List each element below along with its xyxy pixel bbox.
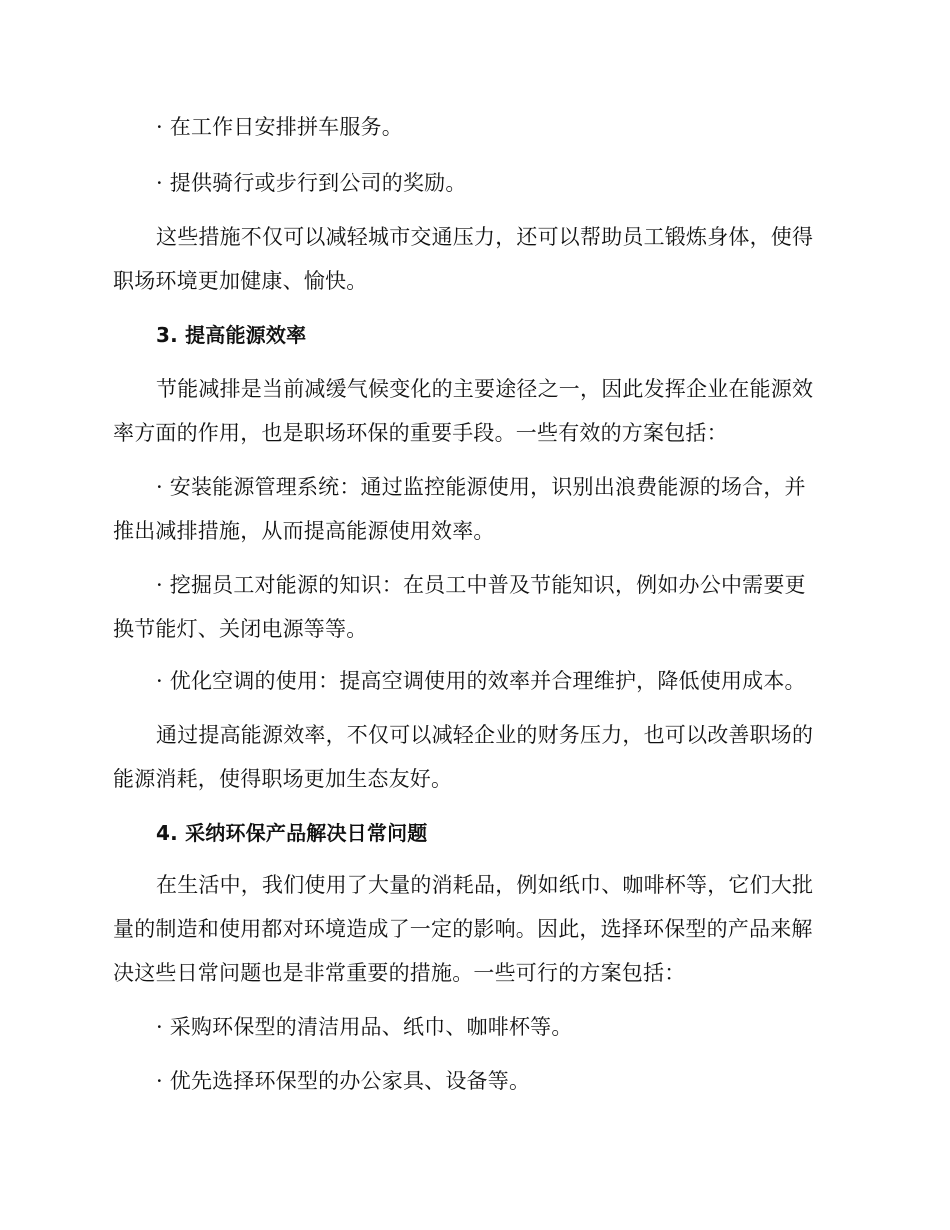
paragraph-line: 能源消耗，使得职场更加生态友好。 [113,767,453,791]
bullet-eco-supplies: · 采购环保型的清洁用品、纸巾、咖啡杯等。 [156,1015,573,1039]
bullet-continuation: 换节能灯、关闭电源等等。 [113,617,368,641]
bullet-air-conditioning: · 优化空调的使用：提高空调使用的效率并合理维护，降低使用成本。 [156,669,806,693]
paragraph-line: 这些措施不仅可以减轻城市交通压力，还可以帮助员工锻炼身体，使得 [156,225,814,249]
section-heading-4: 4. 采纳环保产品解决日常问题 [156,821,428,845]
bullet-eco-furniture: · 优先选择环保型的办公家具、设备等。 [156,1069,531,1093]
paragraph-line: 率方面的作用，也是职场环保的重要手段。一些有效的方案包括： [113,421,728,445]
bullet-energy-management: · 安装能源管理系统：通过监控能源使用，识别出浪费能源的场合，并 [156,475,806,499]
paragraph-line: 决这些日常问题也是非常重要的措施。一些可行的方案包括： [113,961,686,985]
paragraph-line: 通过提高能源效率，不仅可以减轻企业的财务压力，也可以改善职场的 [156,723,814,747]
paragraph-line: 量的制造和使用都对环境造成了一定的影响。因此，选择环保型的产品来解 [113,917,813,941]
bullet-continuation: 推出减排措施，从而提高能源使用效率。 [113,519,495,543]
bullet-carpool: · 在工作日安排拼车服务。 [156,115,403,139]
paragraph-line: 节能减排是当前减缓气候变化的主要途径之一，因此发挥企业在能源效 [156,377,814,401]
bullet-cycling-reward: · 提供骑行或步行到公司的奖励。 [156,171,467,195]
section-heading-3: 3. 提高能源效率 [156,323,307,347]
paragraph-line: 在生活中，我们使用了大量的消耗品，例如纸巾、咖啡杯等，它们大批 [156,873,814,897]
bullet-staff-knowledge: · 挖掘员工对能源的知识：在员工中普及节能知识，例如办公中需要更 [156,573,806,597]
paragraph-line: 职场环境更加健康、愉快。 [113,269,368,293]
